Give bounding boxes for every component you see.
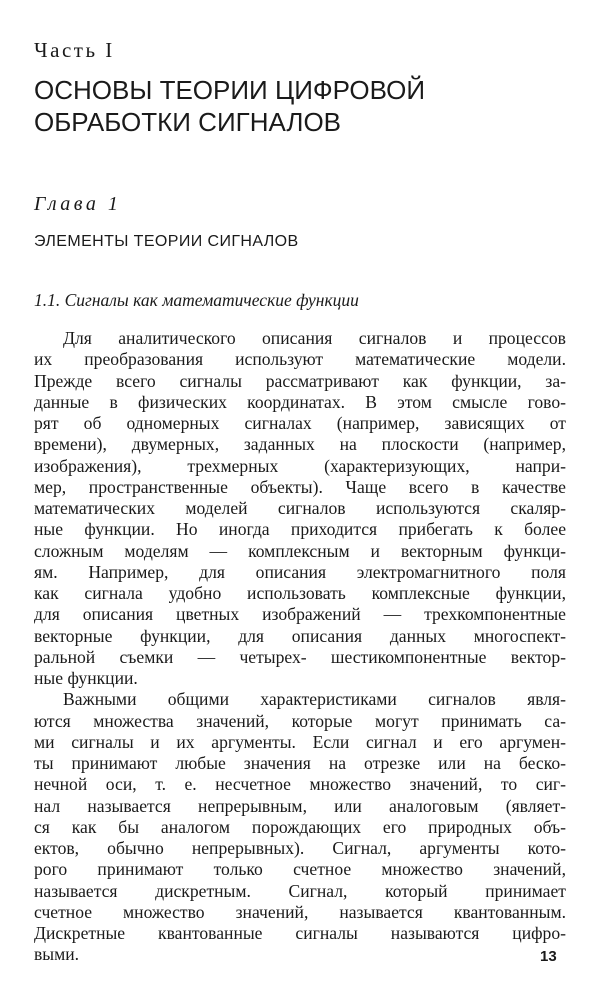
text-line: рят об одномерных сигналах (например, зависящих от — [34, 413, 566, 433]
part-label: Часть I — [34, 38, 115, 62]
text-line: Для аналитического описания сигналов и процессов — [63, 328, 566, 348]
text-line: ные функции. Но иногда приходится прибегать к более — [34, 519, 566, 540]
text-line: ся как бы аналогом порождающих его природных объ- — [34, 816, 566, 837]
text-line: данные в физических координатах. В этом смысле гово- — [34, 391, 566, 412]
text-line: их преобразования используют математические модели. — [34, 349, 566, 370]
text-line: ям. Например, для описания электромагнитного поля — [34, 561, 566, 582]
text-line: математических моделей сигналов используются скаляр- — [34, 498, 566, 518]
text-line: ми сигналы и их аргументы. Если сигнал и его аргумен- — [34, 731, 566, 752]
text-line: изображения), трехмерных (характеризующих, напри- — [34, 455, 566, 476]
text-line: Важными общими характеристиками сигналов явля- — [63, 689, 566, 710]
chapter-label: Глава 1 — [34, 193, 122, 215]
text-line: Дискретные квантованные сигналы называются цифро- — [34, 923, 566, 943]
page-number: 13 — [540, 948, 557, 965]
text-line: нечной оси, т. е. несчетное множество значений, то сиг- — [34, 774, 566, 795]
part-title: ОСНОВЫ ТЕОРИИ ЦИФРОВОЙ ОБРАБОТКИ СИГНАЛОВ — [34, 75, 426, 137]
text-line: называется дискретным. Сигнал, который принимает — [34, 880, 566, 901]
paragraph-1 — [34, 328, 566, 689]
text-line: ральной съемки — четырех- шестикомпонентные вектор- — [34, 646, 566, 667]
text-line: для описания цветных изображений — трехкомпонентные — [34, 604, 566, 625]
text-line: времени), двумерных, заданных на плоскости (например, — [34, 434, 566, 455]
text-line: сложным моделям — комплексным и векторным функци- — [34, 540, 566, 561]
text-line: счетное множество значений, называется квантованным. — [34, 901, 566, 922]
text-line: Прежде всего сигналы рассматривают как функции, за- — [34, 370, 566, 391]
text-line: ты принимают любые значения на отрезке или на беско- — [34, 753, 566, 773]
text-line: ные функции. — [34, 668, 138, 688]
text-line: рого принимают только счетное множество значений, — [34, 859, 566, 880]
section-title: 1.1. Сигналы как математические функции — [34, 290, 359, 310]
text-line: выми. — [34, 944, 80, 965]
chapter-title: ЭЛЕМЕНТЫ ТЕОРИИ СИГНАЛОВ — [34, 233, 299, 250]
text-line: как сигнала удобно использовать комплексные функции, — [34, 583, 566, 603]
text-line: векторные функции, для описания данных многоспект- — [34, 625, 566, 646]
paragraph-2 — [34, 689, 566, 965]
text-line: мер, пространственные объекты). Чаще всего в качестве — [34, 476, 566, 497]
text-line: ются множества значений, которые могут принимать са- — [34, 710, 566, 731]
text-line: нал называется непрерывным, или аналоговым (являет- — [34, 795, 566, 816]
body-text — [34, 328, 566, 966]
text-line: ектов, обычно непрерывных). Сигнал, аргументы кото- — [34, 838, 566, 858]
